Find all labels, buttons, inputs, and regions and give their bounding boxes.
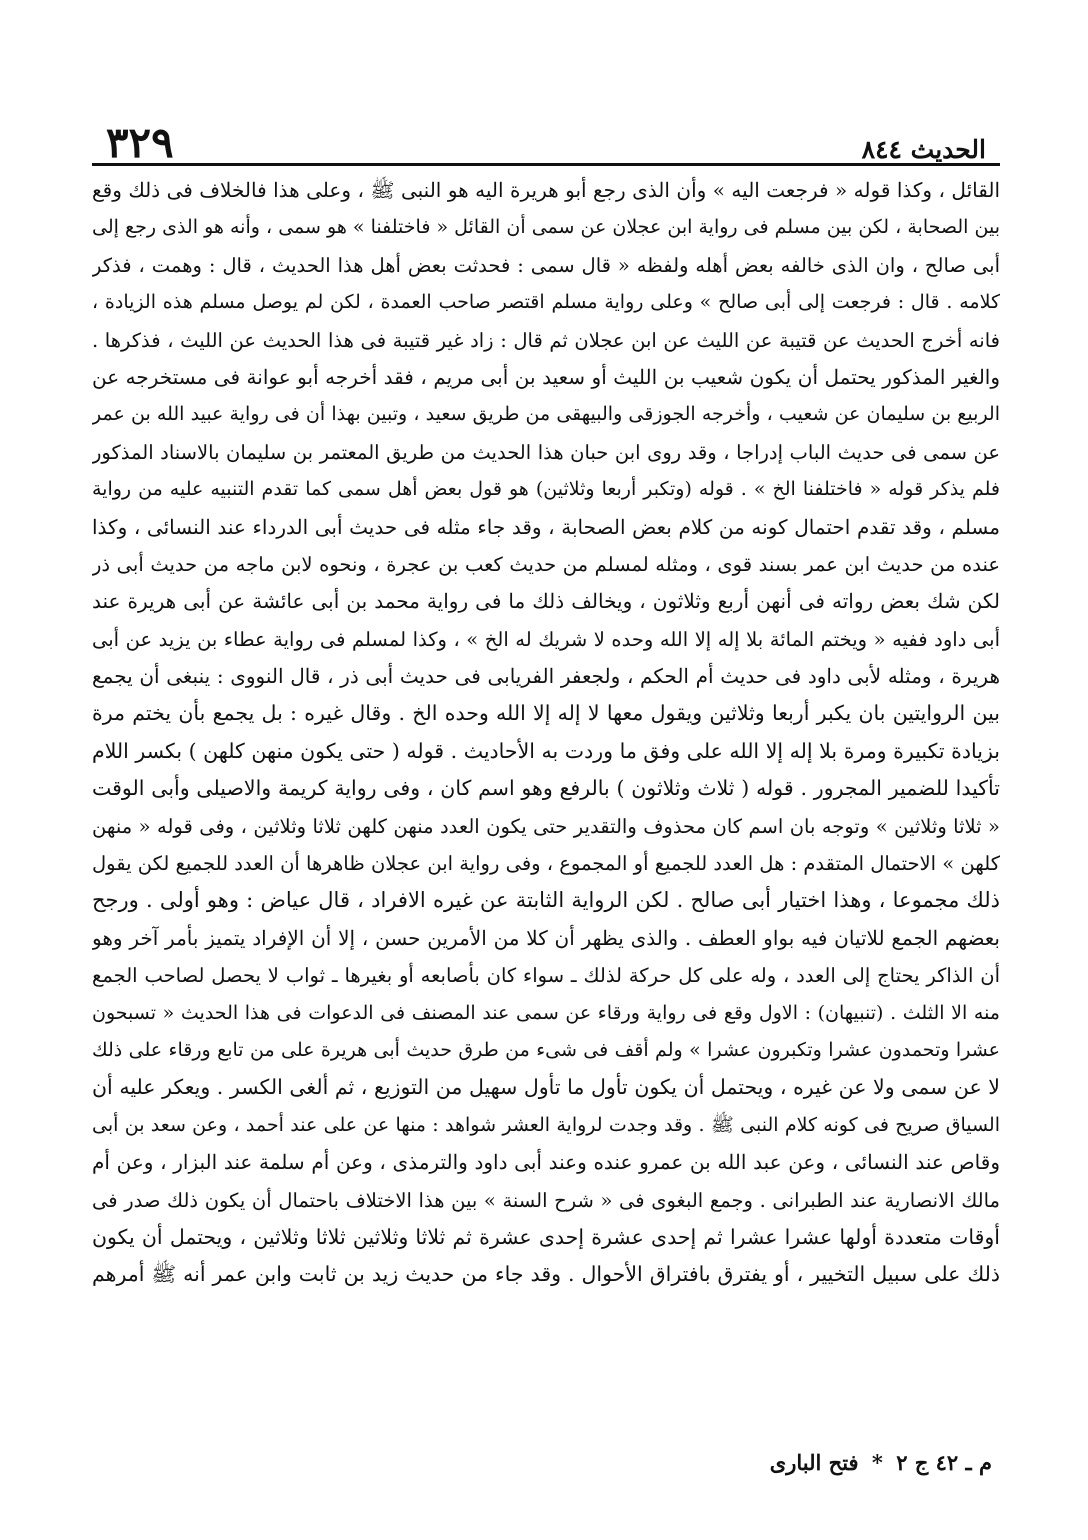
- text-line: مسلم ، وقد تقدم احتمال كونه من كلام بعض الصحابة ، وقد جاء مثله فى حديث أبى الدرداء عند النسائى ، وكذا: [92, 514, 1000, 539]
- footer-signature: م ـ ٤٢ ج ٢: [896, 1450, 992, 1475]
- text-line: بعضهم الجمع للاتيان فيه بواو العطف . والذى يظهر أن كلا من الأمرين حسن ، إلا أن الإفراد يتميز بأمر آخر وهو: [92, 925, 1000, 950]
- running-title: الحديث ٨٤٤: [861, 135, 986, 164]
- text-line: لكن شك بعض رواته فى أنهن أربع وثلاثون ، ويخالف ذلك ما فى رواية محمد بن أبى عائشة عن أبى هريرة عند: [92, 589, 1000, 614]
- text-line: القائل ، وكذا قوله « فرجعت اليه » وأن الذى رجع أبو هريرة اليه هو النبى ﷺ ، وعلى هذا فالخلاف فى ذلك وقع: [92, 178, 1000, 202]
- text-line: أن الذاكر يحتاج إلى العدد ، وله على كل حركة لذلك ـ سواء كان بأصابعه أو بغيرها ـ ثواب لا يحصل لصاحب الجمع: [92, 964, 1000, 988]
- text-line: مالك الانصارية عند الطبرانى . وجمع البغوى فى « شرح السنة » بين هذا الاختلاف باحتمال أن يكون ذلك صدر فى: [92, 1188, 1000, 1212]
- text-line: بزيادة تكبيرة ومرة بلا إله إلا الله على وفق ما وردت به الأحاديث . قوله ( حتى يكون منهن كلهن ) بكسر اللام: [92, 738, 1000, 763]
- text-line: والغير المذكور يحتمل أن يكون شعيب بن الليث أو سعيد بن أبى مريم ، فقد أخرجه أبو عوانة فى مستخرجه عن: [92, 364, 1000, 389]
- page-number: ٣٢٩: [106, 118, 174, 167]
- text-line: عنده من حديث ابن عمر بسند قوى ، ومثله لمسلم من حديث كعب بن عجرة ، ونحوه لابن ماجه من حديث أبى ذر: [92, 552, 1000, 576]
- text-line: وقاص عند النسائى ، وعن عبد الله بن عمرو عنده وعند أبى داود والترمذى ، وعن أم سلمة عند البزار ، وعن أم: [92, 1150, 1000, 1175]
- text-line: فانه أخرج الحديث عن قتيبة عن الليث عن ابن عجلان ثم قال : زاد غير قتيبة فى هذا الحديث عن الليث ، فذكرها .: [92, 328, 1000, 352]
- text-line: كلهن » الاحتمال المتقدم : هل العدد للجميع أو المجموع ، وفى رواية ابن عجلان ظاهرها أن العدد للجميع لكن يقول: [92, 852, 1000, 876]
- text-line: « ثلاثا وثلاثين » وتوجه بان اسم كان محذوف والتقدير حتى يكون العدد منهن كلهن ثلاثا وثلاثين ، وفى قوله « منهن: [92, 814, 1000, 838]
- text-line: منه الا الثلث . (تنبيهان) : الاول وقع فى رواية ورقاء عن سمى عند المصنف فى الدعوات فى هذا الحديث « تسبحون: [92, 1001, 1000, 1024]
- text-line: السياق صريح فى كونه كلام النبى ﷺ . وقد وجدت لرواية العشر شواهد : منها عن على عند أحمد ، وعن سعد بن أبى: [92, 1113, 1000, 1136]
- footer-book-title: فتح البارى: [769, 1450, 859, 1475]
- text-line: فلم يذكر قوله « فاختلفنا الخ » . قوله (وتكبر أربعا وثلاثين) هو قول بعض أهل سمى كما تقدم التنبيه عليه من رواية: [92, 478, 1000, 501]
- page-header: [92, 104, 1000, 167]
- text-line: عشرا وتحمدون عشرا وتكبرون عشرا » ولم أقف فى شىء من طرق حديث أبى هريرة على من تابع ورقاء على ذلك: [92, 1038, 1000, 1061]
- text-line: لا عن سمى ولا عن غيره ، ويحتمل أن يكون تأول ما تأول سهيل من التوزيع ، ثم ألغى الكسر . ويعكر عليه أن: [92, 1075, 1000, 1100]
- text-line: هريرة ، ومثله لأبى داود فى حديث أم الحكم ، ولجعفر الفريابى فى حديث أبى ذر ، قال النووى : ينبغى أن يجمع: [92, 664, 1000, 689]
- text-line: ذلك على سبيل التخيير ، أو يفترق بافتراق الأحوال . وقد جاء من حديث زيد بن ثابت وابن عمر أنه ﷺ أمرهم: [92, 1262, 1000, 1287]
- text-line: أبى داود ففيه « ويختم المائة بلا إله إلا الله وحده لا شريك له الخ » ، وكذا لمسلم فى رواية عطاء بن يزيد عن أبى: [92, 627, 1000, 651]
- text-line: أبى صالح ، وان الذى خالفه بعض أهله ولفظه « قال سمى : فحدثت بعض أهل هذا الحديث ، قال : وهمت ، فذكر: [92, 253, 1000, 277]
- text-line: كلامه . قال : فرجعت إلى أبى صالح » وعلى رواية مسلم اقتصر صاحب العمدة ، لكن لم يوصل مسلم هذه الزيادة ،: [92, 291, 1000, 314]
- page-footer: [770, 1450, 992, 1475]
- text-line: ذلك مجموعا ، وهذا اختيار أبى صالح . لكن الرواية الثابتة عن غيره الافراد ، قال عياض : وهو أولى . ورجح: [92, 888, 1000, 913]
- text-line: تأكيدا للضمير المجرور . قوله ( ثلاث وثلاثون ) بالرفع وهو اسم كان ، وفى رواية كريمة والاصيلى وأبى الوقت: [92, 776, 1000, 801]
- text-line: أوقات متعددة أولها عشرا عشرا ثم إحدى عشرة إحدى عشرة ثم ثلاثا وثلاثين ثلاثا وثلاثين ، ويحتمل أن يكون: [92, 1224, 1000, 1249]
- text-line: الربيع بن سليمان عن شعيب ، وأخرجه الجوزقى والبيهقى من طريق سعيد ، وتبين بهذا أن فى رواية عبيد الله بن عمر: [92, 403, 1000, 426]
- text-line: بين الصحابة ، لكن بين مسلم فى رواية ابن عجلان عن سمى أن القائل « فاختلفنا » هو سمى ، وأنه هو الذى رجع إلى: [92, 216, 1000, 239]
- text-line: بين الروايتين بان يكبر أربعا وثلاثين ويقول معها لا إله إلا الله وحده الخ . وقال غيره : بل يجمع بأن يختم مرة: [92, 701, 1000, 726]
- text-line: عن سمى فى حديث الباب إدراجا ، وقد روى ابن حبان هذا الحديث من طريق المعتمر بن سليمان بالاسناد المذكور: [92, 440, 1000, 464]
- footer-separator: *: [871, 1450, 883, 1475]
- body-text: [92, 172, 1000, 1294]
- header-rule: [92, 163, 1000, 166]
